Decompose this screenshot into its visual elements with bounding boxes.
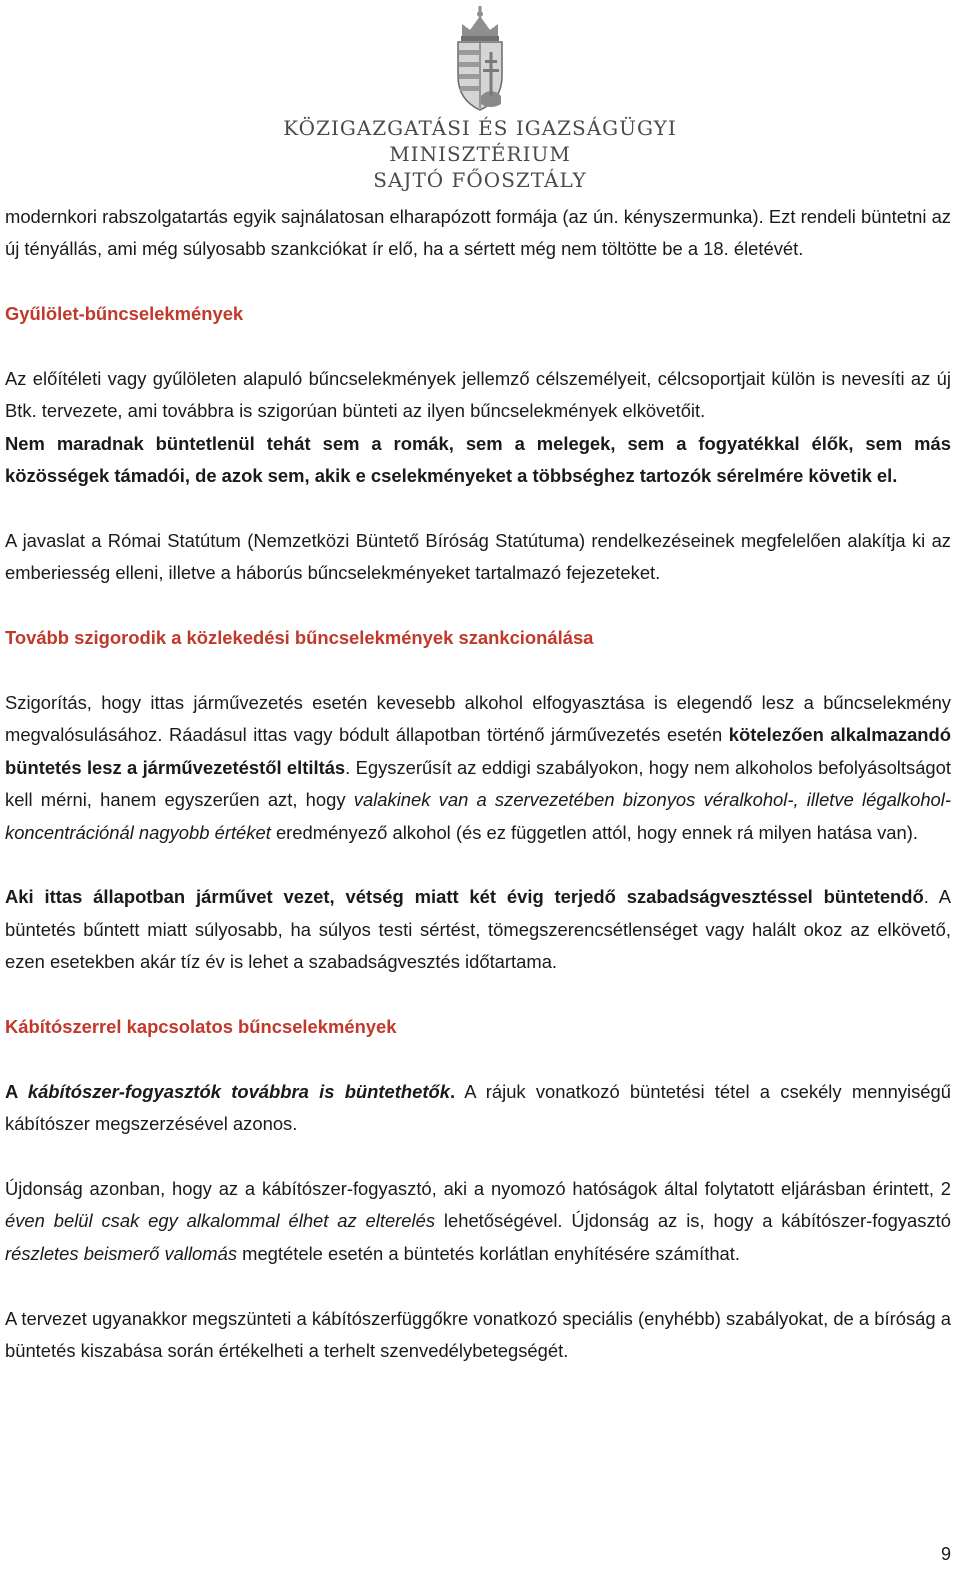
paragraph-drug-users: A kábítószer-fogyasztók továbbra is büntethetők. A rájuk vonatkozó büntetési tétel a csekély mennyiségű kábítószer megszerzésével azonos. [5,1080,951,1135]
paragraph-hate-crimes-bold: Nem maradnak büntetlenül tehát sem a romák, sem a melegek, sem a fogyatékkal élők, sem más közösségek támadói, de azok sem, akik e cselekményeket a többséghez tartozók sérelmére követik el. [5,432,951,487]
section-heading-hate-crimes: Gyűlölet-bűncselekmények [5,303,244,325]
page-number: 9 [940,1544,951,1564]
section-heading-drug-crimes: Kábítószerrel kapcsolatos bűncselekmények [5,1016,397,1038]
paragraph-drunk-driving: Szigorítás, hogy ittas járművezetés esetén kevesebb alkohol elfogyasztása is elegendő lesz a bűncselekmény megvalósulásához. Ráadásul ittas vagy bódult állapotban történő járművezetés esetén kötelezően alkalmazandó büntetés lesz a járművezetéstől eltiltás. Egyszerűsít az eddigi szabályokon, hogy nem alkoholos befolyásoltságot kell mérni, hanem egyszerűen azt, hogy valakinek van a szervezetében bizonyos véralkohol-, illetve légalkohol-koncentrációnál nagyobb értéket eredményező alkohol (és ez független attól, hogy ennek rá milyen hatása van). [5,692,951,843]
paragraph-drunk-driving-penalty: Aki ittas állapotban járművet vezet, vétség miatt két évig terjedő szabadságvesztéssel büntetendő. A büntetés bűntett miatt súlyosabb, ha súlyos testi sértést, tömegszerencsétlenséget vagy halált okoz az elkövető, ezen esetekben akár tíz év is lehet a szabadságvesztés időtartama. [5,886,951,973]
paragraph-rome-statute: A javaslat a Római Statútum (Nemzetközi Büntető Bíróság Statútuma) rendelkezéseinek megfelelően alakítja ki az emberiesség elleni, illetve a háborús bűncselekményeket tartalmazó fejezeteket. [5,530,951,584]
letterhead [0,0,960,200]
ministry-department: SAJTÓ FŐOSZTÁLY [373,168,587,192]
section-heading-traffic-crimes: Tovább szigorodik a közlekedési bűncselekmények szankcionálása [5,627,594,649]
paragraph-forced-labour: modernkori rabszolgatartás egyik sajnálatosan elharapózott formája (az ún. kényszermunka). Ezt rendeli büntetni az új tényállás, ami még súlyosabb szankciókat ír elő, ha a sértett még nem töltötte be a 18. életévét. [5,206,951,260]
ministry-name-line-2: MINISZTÉRIUM [389,142,571,166]
paragraph-diversion: Újdonság azonban, hogy az a kábítószer-fogyasztó, aki a nyomozó hatóságok által folytatott eljárásban érintett, 2 éven belül csak egy alkalommal élhet az elterelés lehetőségével. Újdonság az is, hogy a kábítószer-fogyasztó részletes beismerő vallomás megtétele esetén a büntetés korlátlan enyhítésére számíthat. [5,1178,951,1264]
document-body [5,201,951,1400]
ministry-name-line-1: KÖZIGAZGATÁSI ÉS IGAZSÁGÜGYI [283,116,677,140]
coat-of-arms-icon [452,6,508,114]
paragraph-addiction-rules: A tervezet ugyanakkor megszünteti a kábítószerfüggőkre vonatkozó speciális (enyhébb) szabályokat, de a bíróság a büntetés kiszabása során értékelheti a terhelt szenvedélybetegségét. [5,1307,951,1362]
paragraph-hate-crimes: Az előítéleti vagy gyűlöleten alapuló bűncselekmények jellemző célszemélyeit, célcsoportjait külön is nevesíti az új Btk. tervezete, ami továbbra is szigorúan bünteti az ilyen bűncselekmények elkövetőit. [5,368,951,422]
